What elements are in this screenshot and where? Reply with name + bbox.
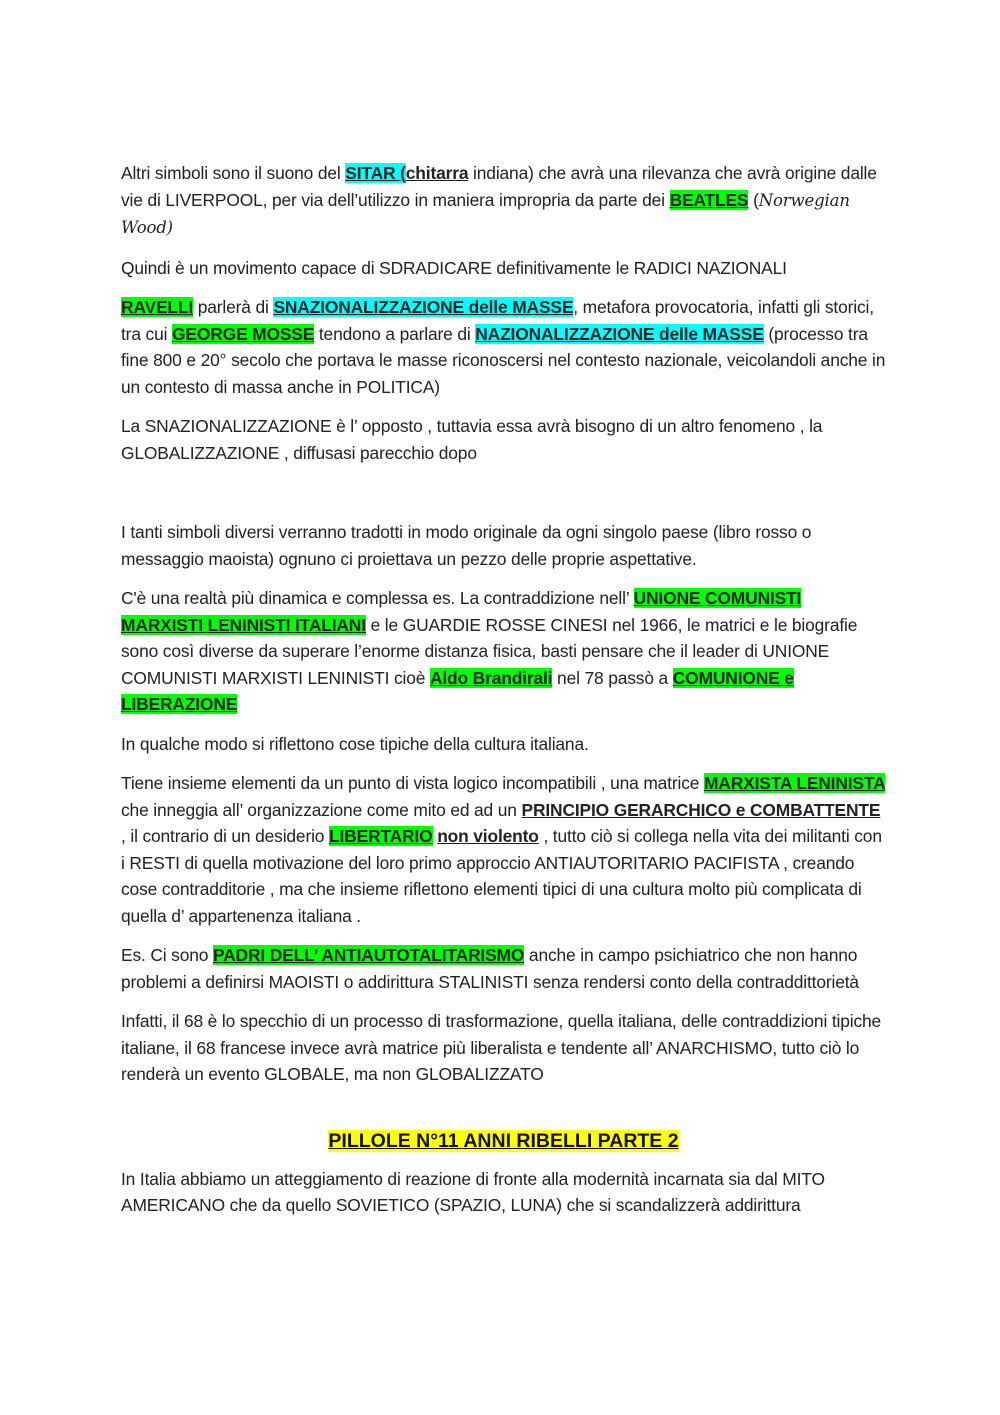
text: anche in campo psichiatrico che non hanno problemi a definirsi MAOISTI o addirittura STALINISTI senza rendersi conto della contraddittorietà	[121, 945, 859, 992]
text: La SNAZIONALIZZAZIONE è l’ opposto , tuttavia essa avrà bisogno di un altro fenomeno , la GLOBALIZZAZIONE , diffusasi parecchio dopo	[121, 416, 823, 463]
spacer	[121, 479, 886, 519]
highlight-snazionalizzazione: SNAZIONALIZZAZIONE delle MASSE	[273, 297, 574, 317]
text: C'è una realtà più dinamica e complessa es. La contraddizione nell’	[121, 588, 634, 608]
text: In qualche modo si riflettono cose tipiche della cultura italiana.	[121, 733, 589, 754]
paragraph-italia	[121, 1166, 886, 1219]
text: Infatti, il 68 è lo specchio di un processo di trasformazione, quella italiana, delle contraddizioni tipiche italiane, il 68 francese invece avrà matrice più liberalista e tendente all’ ANARCHISMO, tutto ciò lo renderà un evento GLOBALE, ma non GLOBALIZZATO	[121, 1011, 882, 1084]
text: Tiene insieme elementi da un punto di vista logico incompatibili , una matrice	[121, 773, 704, 793]
text: , il contrario di un desiderio	[121, 826, 330, 846]
text: e le GUARDIE ROSSE CINESI nel 1966, le matrici e le biografie sono così diverse da superare l’enorme distanza fisica, basti pensare che il leader di UNIONE COMUNISTI MARXISTI LENINISTI cioè	[121, 614, 858, 688]
paragraph-ravelli	[121, 294, 886, 400]
paragraph-elementi	[121, 770, 886, 929]
document-page	[121, 160, 886, 1232]
text: In Italia abbiamo un atteggiamento di reazione di fronte alla modernità incarnata sia dal MITO AMERICANO che da quello SOVIETICO (SPAZIO, LUNA) che si scandalizzerà addirittura	[121, 1168, 825, 1215]
paragraph-sdradicare	[121, 255, 886, 282]
highlight-libertario: LIBERTARIO	[329, 826, 433, 846]
highlight-padri: PADRI DELL’ ANTIAUTOTALITARISMO	[212, 945, 525, 965]
text: parlerà di	[193, 297, 274, 317]
paragraph-contraddizione	[121, 585, 886, 718]
text: Quindi è un movimento capace di SDRADICARE definitivamente le RADICI NAZIONALI	[121, 257, 787, 278]
text: Altri simboli sono il suono del	[121, 163, 346, 183]
paragraph-sitar	[121, 160, 886, 242]
highlight-ucmli: UNIONE COMUNISTI MARXISTI LENINISTI ITALIANI	[121, 588, 802, 635]
text: , tutto ciò si collega nella vita dei militanti con i RESTI di quella motivazione del loro primo approccio ANTIAUTORITARIO PACIFISTA , creando cose contradditorie , ma che insieme riflettono elementi tipici di una cultura molto più complicata di quella d’ appartenenza italiana .	[121, 826, 882, 926]
text: I tanti simboli diversi verranno tradotti in modo originale da ogni singolo paese (libro rosso o messaggio maoista) ognuno ci proiettava un pezzo delle proprie aspettative.	[121, 522, 812, 569]
paragraph-padri	[121, 942, 886, 995]
highlight-sitar: SITAR (	[345, 163, 406, 183]
highlight-comunione-liberazione: COMUNIONE e LIBERAZIONE	[121, 667, 794, 714]
highlight-ravelli: RAVELLI	[121, 297, 194, 317]
text: nel 78 passò a	[552, 667, 673, 688]
text: , metafora provocatoria, infatti gli storici, tra cui	[121, 297, 874, 344]
highlight-beatles: BEATLES	[669, 189, 749, 210]
emphasis-principio-gerarchico: PRINCIPIO GERARCHICO e COMBATTENTE	[521, 799, 881, 820]
paragraph-snazionalizzazione	[121, 413, 886, 466]
highlight-brandirali: Aldo Brandirali	[429, 667, 553, 688]
section-heading	[121, 1128, 886, 1154]
heading-text: PILLOLE N°11 ANNI RIBELLI PARTE 2	[328, 1129, 679, 1152]
text: (	[748, 189, 759, 210]
paragraph-cultura	[121, 731, 886, 758]
highlight-nazionalizzazione: NAZIONALIZZAZIONE delle MASSE	[475, 323, 764, 344]
highlight-chitarra: chitarra	[405, 163, 469, 183]
text: (processo tra fine 800 e 20° secolo che portava le masse riconoscersi nel contesto nazionale, veicolandoli anche in un contesto di massa anche in POLITICA)	[121, 323, 886, 397]
paragraph-68	[121, 1008, 886, 1088]
emphasis-non-violento: non violento	[437, 826, 539, 846]
song-title: Norwegian Wood)	[121, 190, 850, 237]
paragraph-simboli	[121, 519, 886, 572]
text: indiana) che avrà una rilevanza che avrà origine dalle vie di LIVERPOOL, per via dell’utilizzo in maniera impropria da parte dei	[121, 163, 877, 210]
text: Es. Ci sono	[121, 945, 213, 965]
text: che inneggia all’ organizzazione come mito ed ad un	[121, 799, 522, 820]
text: tendono a parlare di	[314, 323, 476, 344]
highlight-george-mosse: GEORGE MOSSE	[172, 323, 315, 344]
highlight-marxista-leninista: MARXISTA LENINISTA	[703, 773, 886, 793]
